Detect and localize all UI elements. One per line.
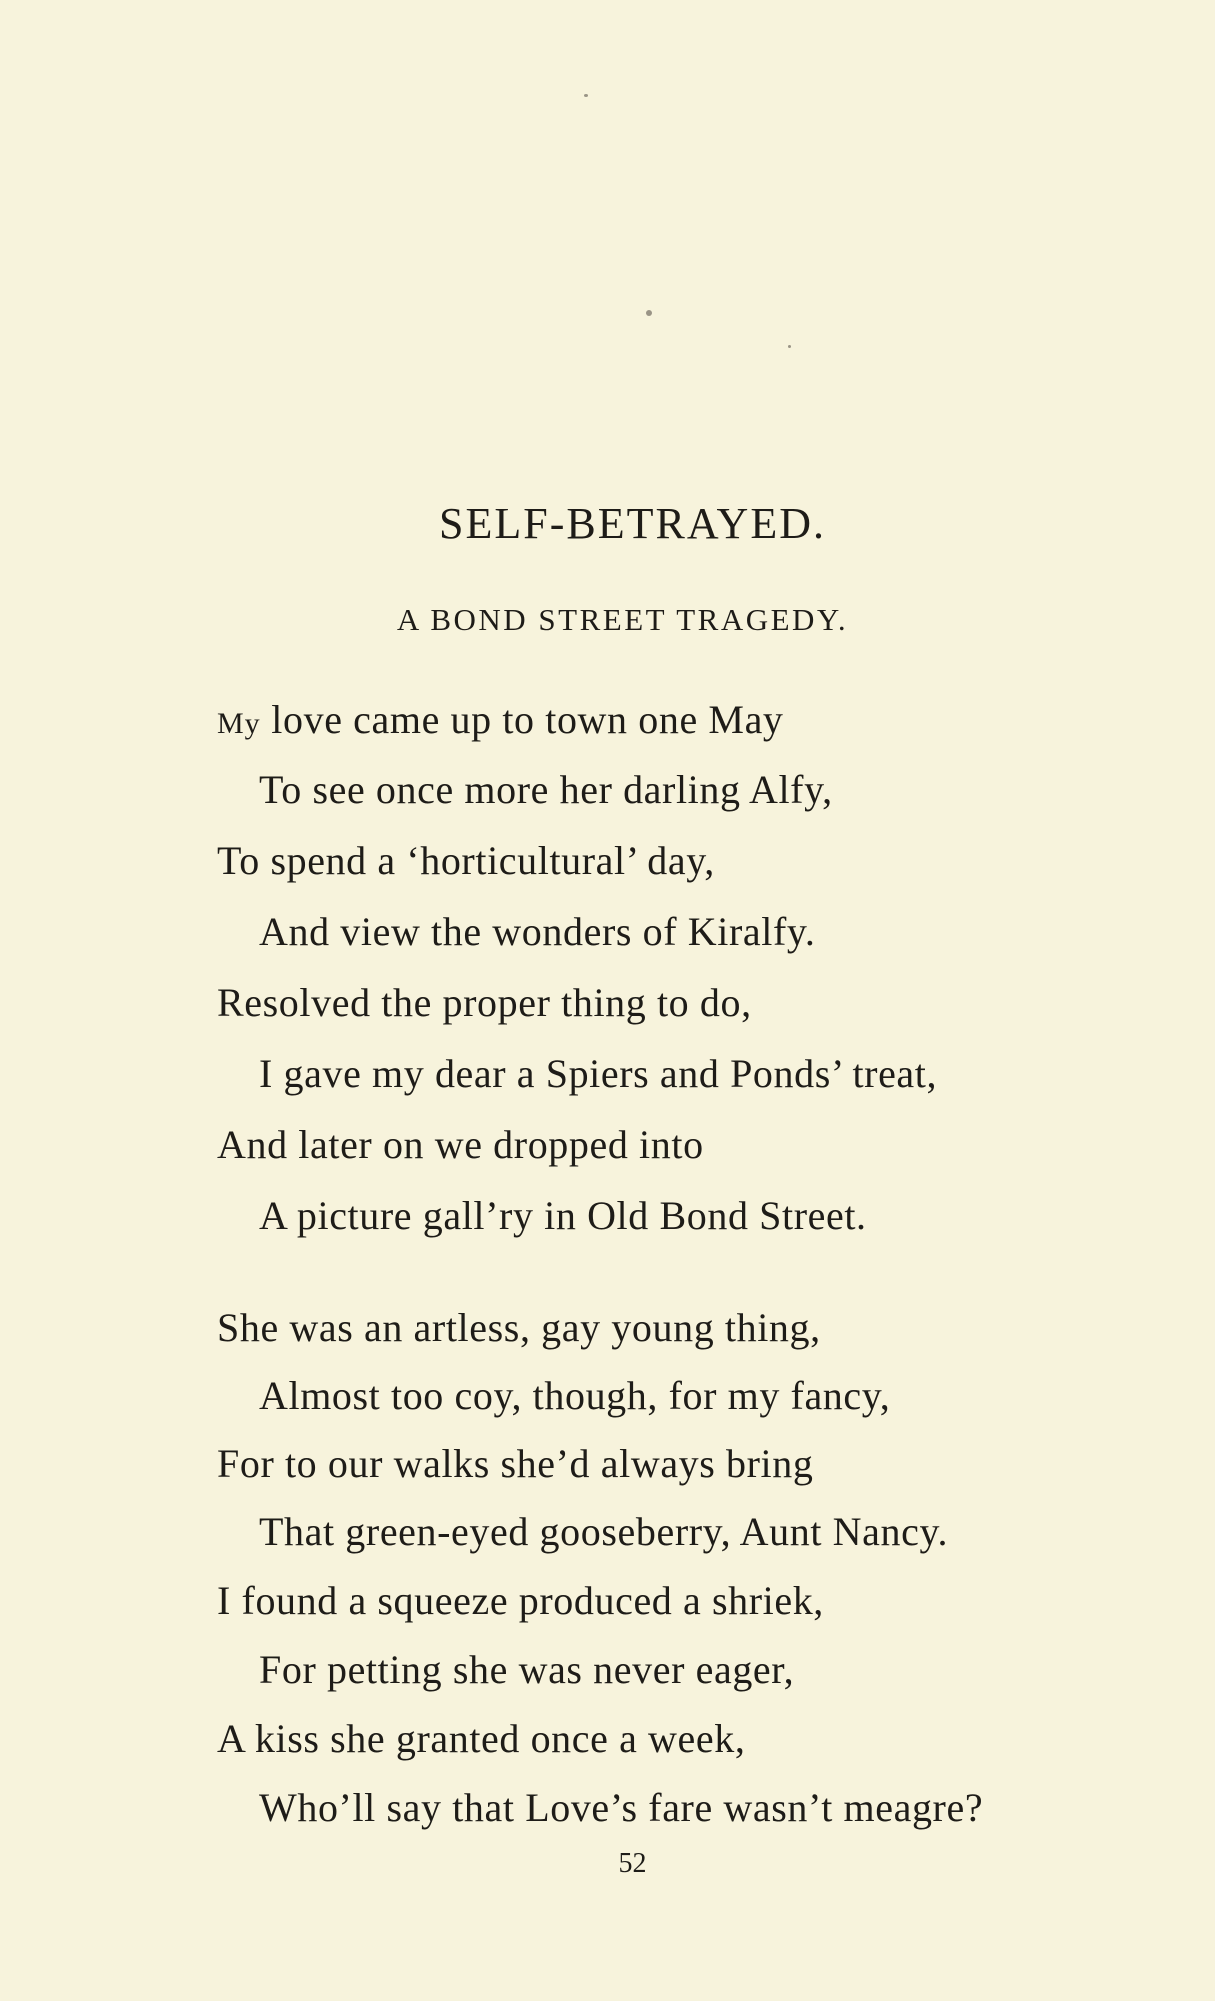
verse-line: To spend a ‘horticultural’ day, (217, 838, 715, 883)
verse-line: A picture gall’ry in Old Bond Street. (259, 1193, 867, 1238)
paper-speck (584, 94, 588, 97)
verse-line: Who’ll say that Love’s fare wasn’t meagre? (259, 1785, 984, 1830)
verse-line: To see once more her darling Alfy, (259, 767, 833, 812)
verse-line: I gave my dear a Spiers and Ponds’ treat, (259, 1051, 938, 1096)
verse-line: That green-eyed gooseberry, Aunt Nancy. (259, 1509, 949, 1554)
page-number: 52 (618, 1848, 647, 1879)
paper-speck (788, 345, 791, 348)
poem-title: SELF-BETRAYED. (439, 499, 826, 548)
verse-line: And view the wonders of Kiralfy. (259, 909, 816, 954)
verse-line: For to our walks she’d always bring (217, 1441, 814, 1486)
verse-line: She was an artless, gay young thing, (217, 1305, 821, 1350)
verse-line: For petting she was never eager, (259, 1647, 795, 1692)
poem-subtitle: A BOND STREET TRAGEDY. (396, 602, 849, 637)
verse-line: A kiss she granted once a week, (217, 1716, 746, 1761)
verse-line: And later on we dropped into (217, 1122, 704, 1167)
small-caps-initial: My (217, 707, 261, 740)
verse-line: I found a squeeze produced a shriek, (217, 1578, 824, 1623)
verse-line: Almost too coy, though, for my fancy, (259, 1373, 891, 1418)
verse-line: Resolved the proper thing to do, (217, 980, 752, 1025)
paper-speck (646, 310, 652, 316)
verse-line (217, 696, 784, 743)
verse-line-text: love came up to town one May (260, 697, 784, 742)
